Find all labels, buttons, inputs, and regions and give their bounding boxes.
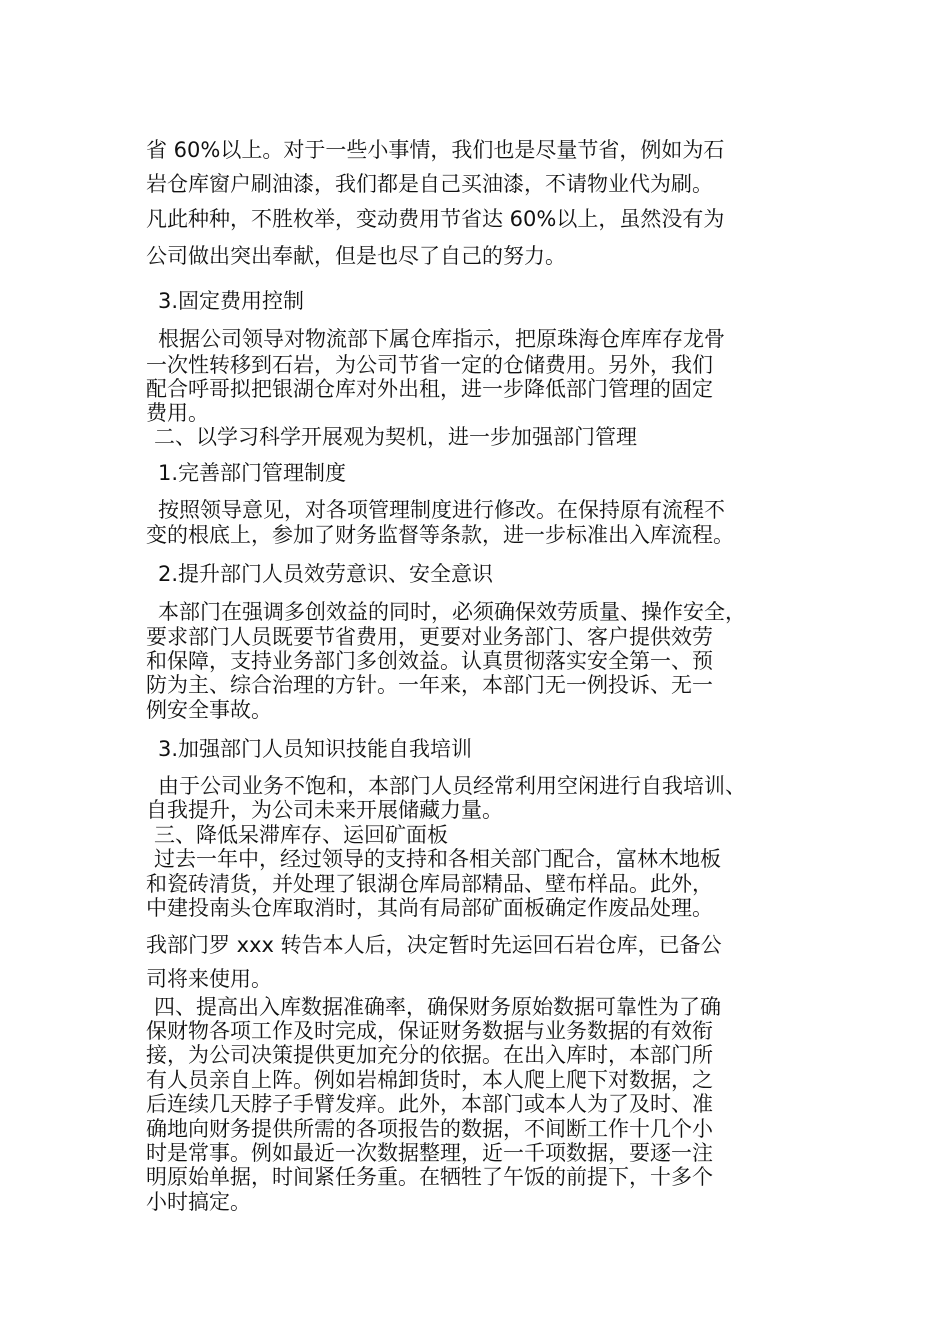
section-heading: 三、降低呆滞库存、运回矿面板: [154, 823, 448, 847]
paragraph-line: 费用。: [146, 401, 209, 425]
paragraph-line: 例安全事故。: [146, 698, 272, 722]
paragraph-line: 由于公司业务不饱和，本部门人员经常利用空闲进行自我培训、: [158, 774, 746, 798]
section-heading: 2.提升部门人员效劳意识、安全意识: [158, 562, 494, 586]
paragraph-line: 和保障，支持业务部门多创效益。认真贯彻落实安全第一、预: [146, 649, 713, 673]
section-heading: 1.完善部门管理制度: [158, 461, 347, 485]
paragraph-line: 中建投南头仓库取消时，其尚有局部矿面板确定作废品处理。: [146, 896, 713, 920]
paragraph-line: 司将来使用。: [146, 967, 272, 991]
paragraph-line: 接，为公司决策提供更加充分的依据。在出入库时，本部门所: [146, 1043, 713, 1067]
paragraph-line: 本部门在强调多创效益的同时，必须确保效劳质量、操作安全，: [158, 600, 746, 624]
paragraph-line: 和瓷砖清货，并处理了银湖仓库局部精品、壁布样品。此外，: [146, 872, 713, 896]
paragraph-line: 根据公司领导对物流部下属仓库指示，把原珠海仓库库存龙骨: [158, 327, 725, 351]
paragraph-line: 明原始单据，时间紧任务重。在牺牲了午饭的前提下，十多个: [146, 1165, 713, 1189]
paragraph-line: 我部门罗 xxx 转告本人后，决定暂时先运回石岩仓库，已备公: [146, 933, 722, 957]
paragraph-line: 有人员亲自上阵。例如岩棉卸货时，本人爬上爬下对数据，之: [146, 1068, 713, 1092]
paragraph-line: 公司做出突出奉献，但是也尽了自己的努力。: [146, 244, 566, 268]
paragraph-line: 岩仓库窗户刷油漆，我们都是自己买油漆，不请物业代为刷。: [146, 172, 713, 196]
paragraph-line: 小时搞定。: [146, 1190, 251, 1214]
paragraph-line: 变的根底上，参加了财务监督等条款，进一步标准出入库流程。: [146, 523, 734, 547]
paragraph-line: 省 60%以上。对于一些小事情，我们也是尽量节省，例如为石: [146, 138, 725, 162]
paragraph-line: 自我提升，为公司未来开展储藏力量。: [146, 798, 503, 822]
paragraph-line: 凡此种种，不胜枚举，变动费用节省达 60%以上，虽然没有为: [146, 207, 725, 231]
paragraph-line: 过去一年中，经过领导的支持和各相关部门配合，富林木地板: [154, 847, 721, 871]
paragraph-line: 要求部门人员既要节省费用，更要对业务部门、客户提供效劳: [146, 625, 713, 649]
section-heading: 3.加强部门人员知识技能自我培训: [158, 737, 473, 761]
paragraph-line: 时是常事。例如最近一次数据整理，近一千项数据，要逐一注: [146, 1141, 713, 1165]
section-heading: 四、提高出入库数据准确率，确保财务原始数据可靠性为了确: [154, 995, 721, 1019]
section-heading: 3.固定费用控制: [158, 289, 305, 313]
paragraph-line: 一次性转移到石岩，为公司节省一定的仓储费用。另外，我们: [146, 353, 713, 377]
paragraph-line: 后连续几天脖子手臂发痒。此外，本部门或本人为了及时、准: [146, 1092, 713, 1116]
paragraph-line: 防为主、综合治理的方针。一年来，本部门无一例投诉、无一: [146, 673, 713, 697]
paragraph-line: 按照领导意见，对各项管理制度进行修改。在保持原有流程不: [158, 498, 725, 522]
paragraph-line: 保财物各项工作及时完成，保证财务数据与业务数据的有效衔: [146, 1019, 713, 1043]
paragraph-line: 确地向财务提供所需的各项报告的数据，不间断工作十几个小: [146, 1117, 713, 1141]
section-heading: 二、以学习科学开展观为契机，进一步加强部门管理: [154, 425, 637, 449]
paragraph-line: 配合呼哥拟把银湖仓库对外出租，进一步降低部门管理的固定: [146, 377, 713, 401]
